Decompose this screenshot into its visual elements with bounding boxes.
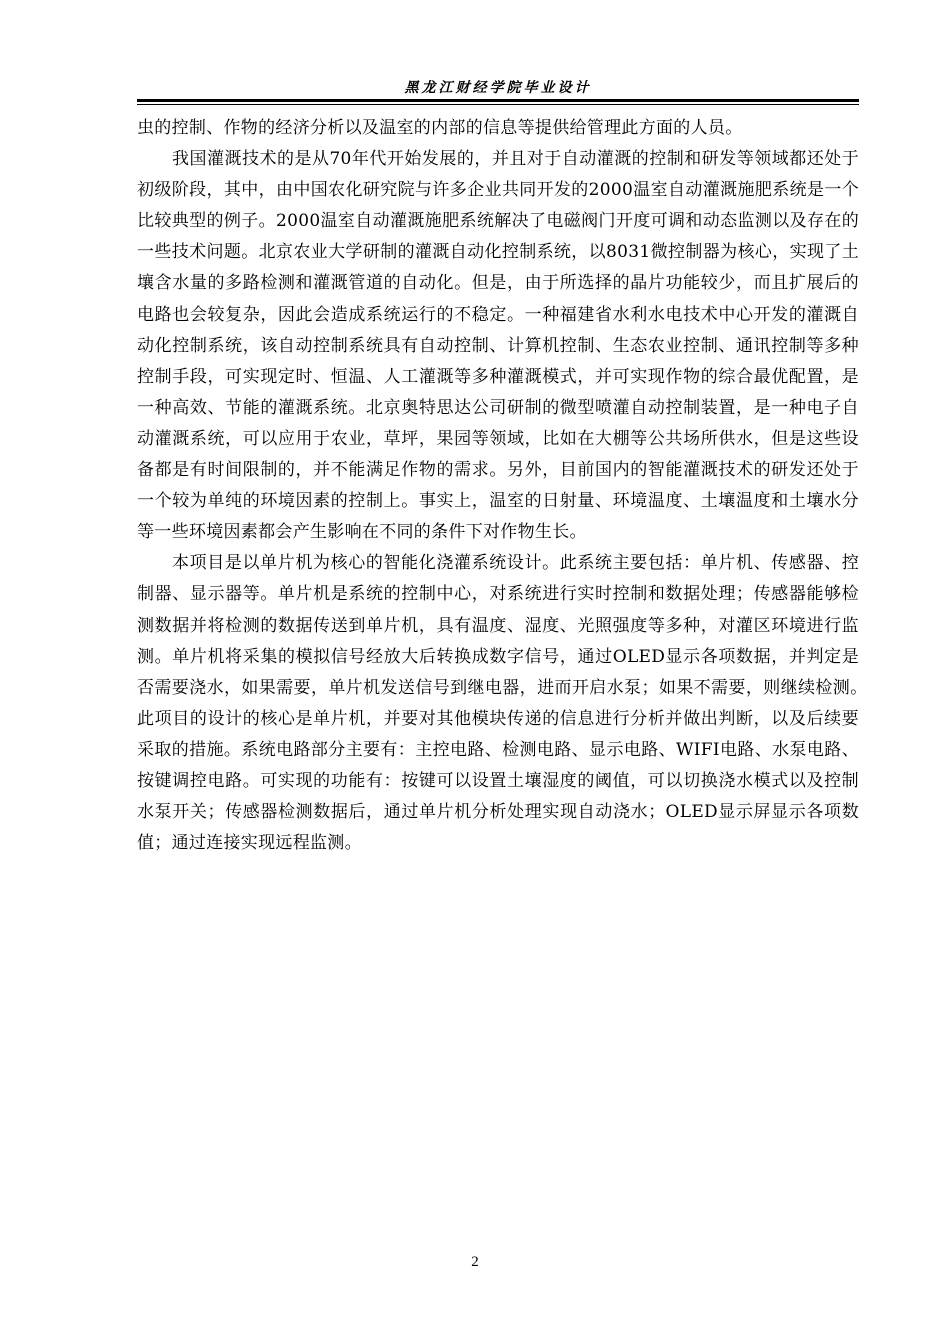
- header-rule-thin: [137, 104, 859, 105]
- body-text: [137, 113, 877, 859]
- page-header-title: 黑龙江财经学院毕业设计: [404, 80, 592, 96]
- paragraph-1: 虫的控制、作物的经济分析以及温室的内部的信息等提供给管理此方面的人员。: [137, 118, 743, 138]
- paragraph-3: 本项目是以单片机为核心的智能化浇灌系统设计。此系统主要包括：单片机、传感器、控制器、显示器等。单片机是系统的控制中心，对系统进行实时控制和数据处理；传感器能够检测数据并将检测的数据传送到单片机，具有温度、湿度、光照强度等多种，对灌区环境进行监测。单片机将采集的模拟信号经放大后转换成数字信号，通过OLED显示各项数据，并判定是否需要浇水，如果需要，单片机发送信号到继电器，进而开启水泵；如果不需要，则继续检测。 此项目的设计的核心是单片机，并要对其他模块传递的信息进行分析并做出判断，以及后续要采取的措施。系统电路部分主要有：主控电路、检测电路、显示电路、WIFI电路、水泵电路、按键调控电路。可实现的功能有：按键可以设置土壤湿度的阈值，可以切换浇水模式以及控制水泵开关；传感器检测数据后，通过单片机分析处理实现自动浇水；OLED显示屏显示各项数值；通过连接实现远程监测。: [137, 553, 877, 854]
- header-rule-thick: [137, 99, 859, 102]
- page-number: 2: [471, 1254, 479, 1270]
- paragraph-2: 我国灌溉技术的是从70年代开始发展的，并且对于自动灌溉的控制和研发等领域都还处于初级阶段，其中，由中国农化研究院与许多企业共同开发的2000温室自动灌溉施肥系统是一个比较典型的例子。2000温室自动灌溉施肥系统解决了电磁阀门开度可调和动态监测以及存在的一些技术问题。北京农业大学研制的灌溉自动化控制系统，以8031微控制器为核心，实现了土壤含水量的多路检测和灌溉管道的自动化。但是，由于所选择的晶片功能较少，而且扩展后的电路也会较复杂，因此会造成系统运行的不稳定。一种福建省水利水电技术中心开发的灌溉自动化控制系统，该自动控制系统具有自动控制、计算机控制、生态农业控制、通讯控制等多种控制手段，可实现定时、恒温、人工灌溉等多种灌溉模式，并可实现作物的综合最优配置，是一种高效、节能的灌溉系统。北京奥特思达公司研制的微型喷灌自动控制装置，是一种电子自动灌溉系统，可以应用于农业，草坪，果园等领域，比如在大棚等公共场所供水，但是这些设备都是有时间限制的，并不能满足作物的需求。另外，目前国内的智能灌溉技术的研发还处于一个较为单纯的环境因素的控制上。事实上，温室的日射量、环境温度、土壤温度和土壤水分等一些环境因素都会产生影响在不同的条件下对作物生长。: [137, 149, 859, 543]
